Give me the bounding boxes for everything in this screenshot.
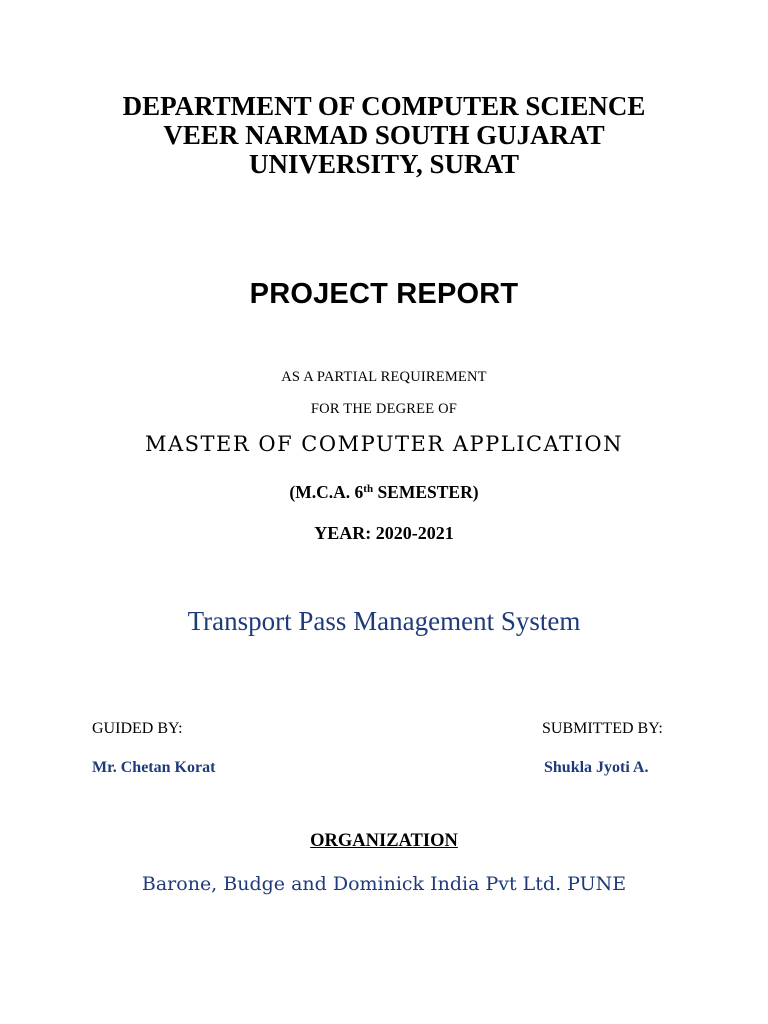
semester-suffix: SEMESTER) bbox=[373, 482, 479, 502]
semester-superscript: th bbox=[363, 483, 374, 495]
submitter-name: Shukla Jyoti A. bbox=[544, 759, 649, 776]
organization-heading: ORGANIZATION bbox=[310, 831, 458, 851]
academic-year: YEAR: 2020-2021 bbox=[314, 523, 454, 543]
department-line-1: DEPARTMENT OF COMPUTER SCIENCE bbox=[122, 91, 646, 121]
semester-prefix: (M.C.A. 6 bbox=[289, 482, 364, 502]
department-heading bbox=[0, 92, 768, 179]
department-line-3: UNIVERSITY, SURAT bbox=[248, 149, 520, 179]
project-title: Transport Pass Management System bbox=[187, 606, 581, 636]
guide-name: Mr. Chetan Korat bbox=[92, 759, 216, 776]
degree-name: MASTER OF COMPUTER APPLICATION bbox=[144, 432, 624, 456]
submitted-by-label: SUBMITTED BY: bbox=[542, 720, 663, 737]
semester-line bbox=[0, 482, 768, 503]
organization-name: Barone, Budge and Dominick India Pvt Ltd. PUNE bbox=[141, 873, 627, 895]
degree-line: FOR THE DEGREE OF bbox=[310, 401, 458, 417]
department-line-2: VEER NARMAD SOUTH GUJARAT bbox=[163, 120, 605, 150]
guided-by-label: GUIDED BY: bbox=[92, 720, 183, 737]
requirement-line: AS A PARTIAL REQUIREMENT bbox=[281, 369, 487, 385]
report-title: PROJECT REPORT bbox=[249, 278, 519, 310]
